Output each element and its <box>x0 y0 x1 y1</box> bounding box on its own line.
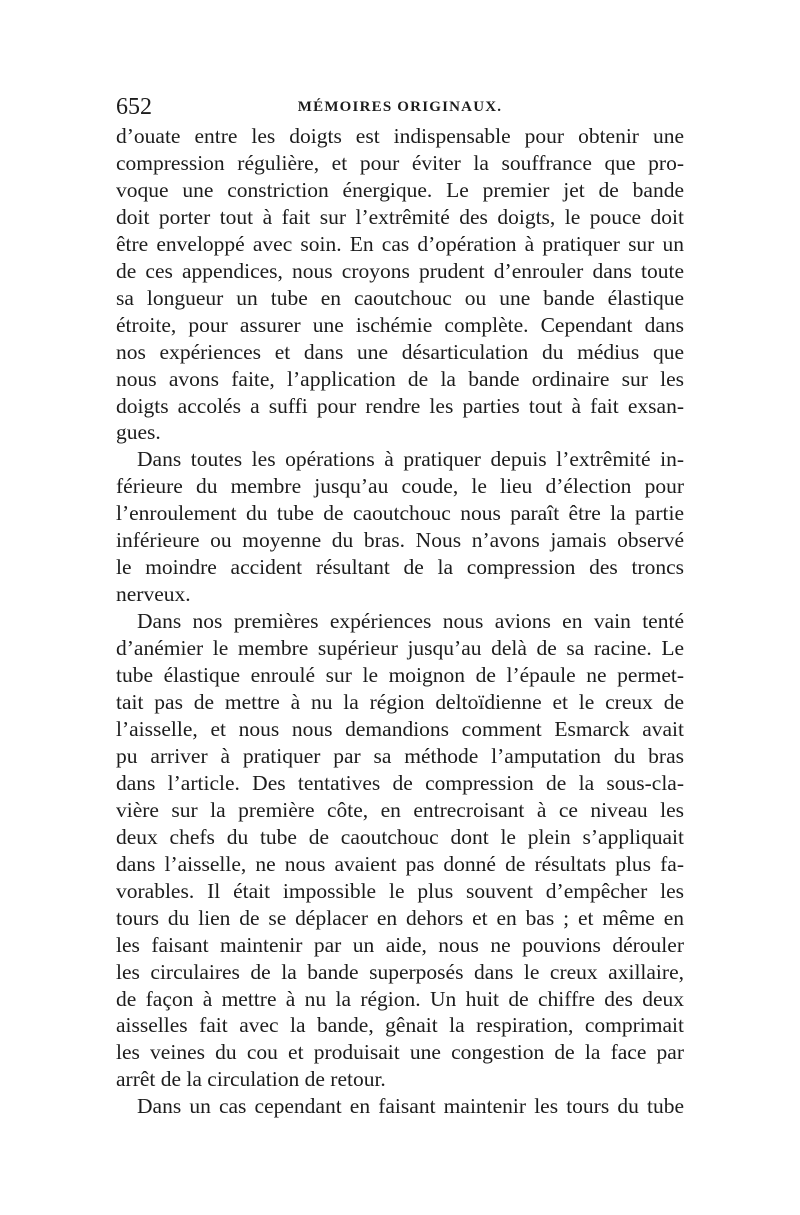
text-line: l’aisselle, et nous nous demandions comment Esmarck avait <box>116 716 684 741</box>
text-line: d’ouate entre les doigts est indispensable pour obtenir une <box>116 124 684 148</box>
text-line: le moindre accident résultant de la compression des troncs <box>116 555 684 580</box>
text-line: doigts accolés a suffi pour rendre les parties tout à fait exsan- <box>116 393 684 418</box>
text-line: sa longueur un tube en caoutchouc ou une bande élastique <box>116 285 684 310</box>
text-line: aisselles fait avec la bande, gênait la respiration, comprimait <box>116 1013 684 1038</box>
text-line: les veines du cou et produisait une congestion de la face par <box>116 1040 684 1065</box>
text-line: nerveux. <box>116 582 191 607</box>
body-text <box>116 123 684 1120</box>
text-line: pu arriver à pratiquer par sa méthode l’amputation du bras <box>116 743 684 768</box>
text-line: nous avons faite, l’application de la bande ordinaire sur les <box>116 366 684 391</box>
text-line: étroite, pour assurer une ischémie complète. Cependant dans <box>116 312 684 337</box>
text-line: voque une constriction énergique. Le premier jet de bande <box>116 177 684 202</box>
text-line: tube élastique enroulé sur le moignon de l’épaule ne permet- <box>116 663 684 688</box>
text-line: gues. <box>116 420 161 445</box>
text-line: vorables. Il était impossible le plus souvent d’empêcher les <box>116 878 684 903</box>
text-line: tait pas de mettre à nu la région deltoïdienne et le creux de <box>116 690 684 715</box>
paragraph-first-line: Dans nos premières expériences nous avions en vain tenté <box>137 609 684 634</box>
text-line: les circulaires de la bande superposés dans le creux axillaire, <box>116 959 684 984</box>
text-line: d’anémier le membre supérieur jusqu’au delà de sa racine. Le <box>116 636 684 661</box>
page-number: 652 <box>116 94 152 120</box>
text-line: dans l’article. Des tentatives de compression de la sous-cla- <box>116 770 684 795</box>
text-line: compression régulière, et pour éviter la souffrance que pro- <box>116 150 684 175</box>
paragraph-first-line: Dans un cas cependant en faisant maintenir les tours du tube <box>137 1094 684 1119</box>
text-line: de ces appendices, nous croyons prudent d’enrouler dans toute <box>116 258 684 283</box>
text-line: nos expériences et dans une désarticulation du médius que <box>116 339 684 364</box>
text-line: deux chefs du tube de caoutchouc dont le plein s’appliquait <box>116 824 684 849</box>
paragraph-first-line: Dans toutes les opérations à pratiquer depuis l’extrêmité in- <box>137 447 684 472</box>
text-line: l’enroulement du tube de caoutchouc nous paraît être la partie <box>116 501 684 526</box>
text-line: férieure du membre jusqu’au coude, le lieu d’élection pour <box>116 474 684 499</box>
text-line: dans l’aisselle, ne nous avaient pas donné de résultats plus fa- <box>116 851 684 876</box>
text-line: inférieure ou moyenne du bras. Nous n’avons jamais observé <box>116 528 684 553</box>
text-line: vière sur la première côte, en entrecroisant à ce niveau les <box>116 797 684 822</box>
text-line: les faisant maintenir par un aide, nous ne pouvions dérouler <box>116 932 684 957</box>
text-line: arrêt de la circulation de retour. <box>116 1067 386 1092</box>
running-title: MÉMOIRES ORIGINAUX. <box>297 99 503 115</box>
text-line: être enveloppé avec soin. En cas d’opération à pratiquer sur un <box>116 231 684 256</box>
text-line: tours du lien de se déplacer en dehors et en bas ; et même en <box>116 905 684 930</box>
text-line: de façon à mettre à nu la région. Un huit de chiffre des deux <box>116 986 684 1011</box>
text-line: doit porter tout à fait sur l’extrêmité des doigts, le pouce doit <box>116 204 684 229</box>
